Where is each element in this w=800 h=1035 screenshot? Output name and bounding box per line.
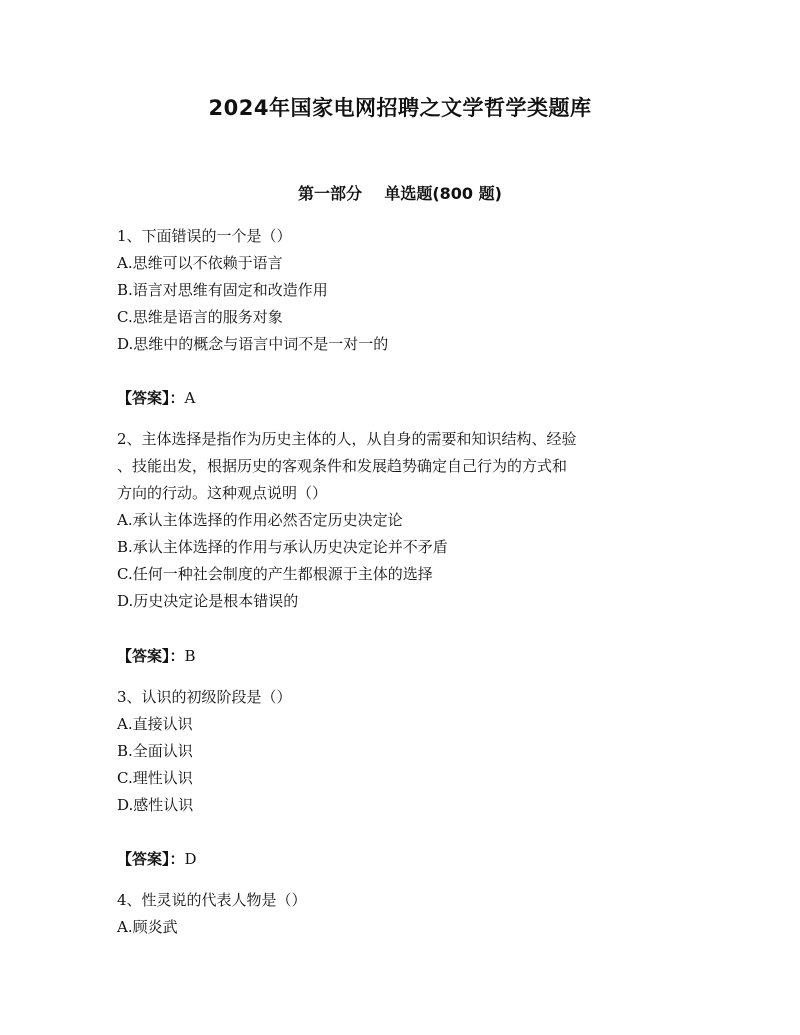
option-c: C.任何一种社会制度的产生都根源于主体的选择 bbox=[117, 565, 433, 583]
question-3 bbox=[117, 684, 692, 819]
option-b: B.语言对思维有固定和改造作用 bbox=[117, 281, 328, 299]
question-stem: 4、性灵说的代表人物是（） bbox=[117, 891, 307, 909]
option-a: A.承认主体选择的作用必然否定历史决定论 bbox=[117, 511, 403, 529]
option-a: A.思维可以不依赖于语言 bbox=[117, 254, 283, 272]
option-c: C.理性认识 bbox=[117, 769, 193, 787]
option-d: D.思维中的概念与语言中词不是一对一的 bbox=[117, 335, 389, 353]
option-b: B.承认主体选择的作用与承认历史决定论并不矛盾 bbox=[117, 538, 448, 556]
option-d: D.感性认识 bbox=[117, 796, 194, 814]
question-stem-line-2: 、技能出发，根据历史的客观条件和发展趋势确定自己行为的方式和 bbox=[117, 457, 568, 475]
answer-label: 【答案】： bbox=[117, 389, 185, 407]
question-stem-line-1: 2、主体选择是指作为历史主体的人，从自身的需要和知识结构、经验 bbox=[117, 430, 577, 448]
question-1 bbox=[117, 223, 692, 358]
option-a: A.顾炎武 bbox=[117, 918, 178, 936]
option-d: D.历史决定论是根本错误的 bbox=[117, 592, 299, 610]
document-title: 2024年国家电网招聘之文学哲学类题库 bbox=[208, 96, 592, 120]
option-c: C.思维是语言的服务对象 bbox=[117, 308, 283, 326]
section-heading: 第一部分 单选题(800 题) bbox=[298, 184, 502, 203]
answer-2 bbox=[117, 643, 196, 670]
answer-label: 【答案】： bbox=[117, 850, 185, 868]
option-a: A.直接认识 bbox=[117, 715, 193, 733]
question-stem: 1、下面错误的一个是（） bbox=[117, 227, 292, 245]
question-2 bbox=[117, 426, 692, 615]
question-stem-line-3: 方向的行动。这种观点说明（） bbox=[117, 484, 328, 502]
answer-value: A bbox=[184, 389, 196, 407]
answer-value: D bbox=[184, 850, 197, 868]
question-stem: 3、认识的初级阶段是（） bbox=[117, 688, 292, 706]
answer-value: B bbox=[184, 647, 196, 665]
answer-1 bbox=[117, 385, 195, 412]
question-4 bbox=[117, 887, 692, 941]
answer-label: 【答案】： bbox=[117, 647, 185, 665]
answer-3 bbox=[117, 846, 197, 873]
option-b: B.全面认识 bbox=[117, 742, 193, 760]
